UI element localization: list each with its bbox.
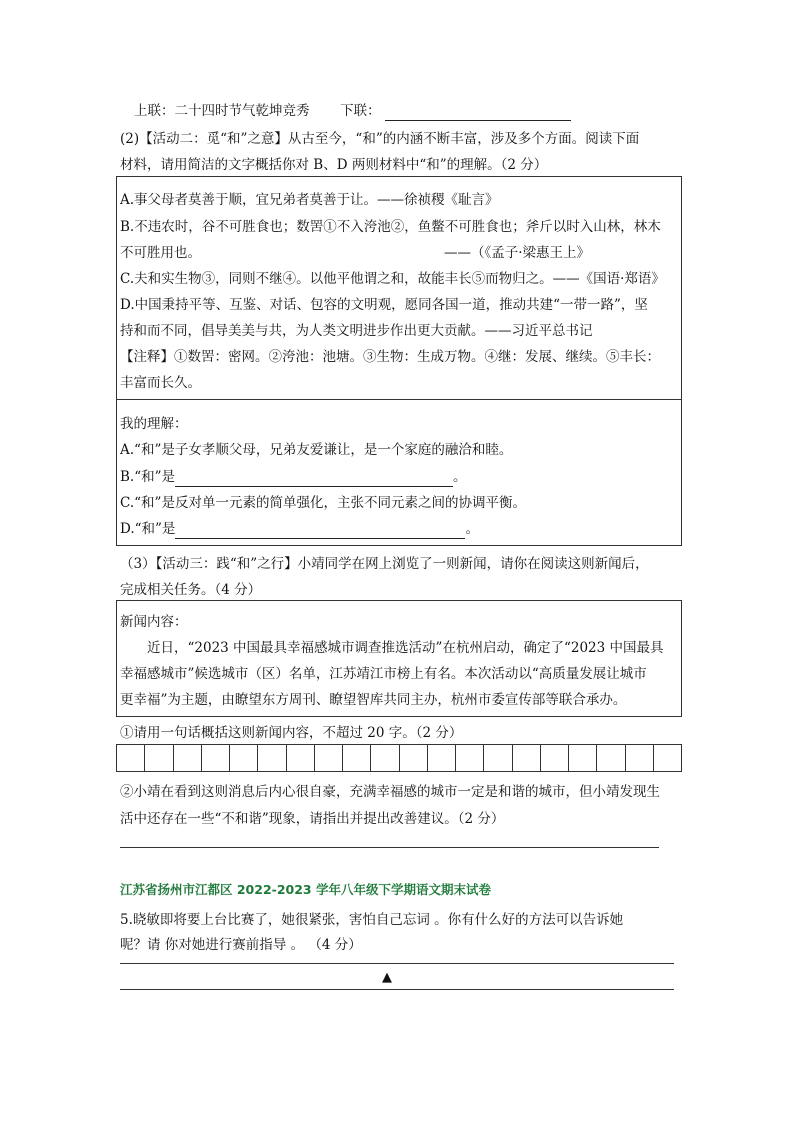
answer-grid — [116, 744, 682, 772]
answer-cell[interactable] — [513, 745, 541, 771]
answer-cell[interactable] — [371, 745, 399, 771]
material-c: C.夫和实生物③，同则不继④。以他平他谓之和，故能丰长⑤而物归之。——《国语·郑语》 — [120, 271, 665, 287]
news-para-line1: 近日，“2023 中国最具幸福感城市调查推选活动”在杭州启动，确定了“2023 中国最具 — [147, 640, 664, 656]
q5-answer-line-bottom[interactable] — [120, 989, 674, 990]
understanding-b — [120, 467, 467, 487]
answer-cell[interactable] — [258, 745, 286, 771]
answer-cell[interactable] — [569, 745, 597, 771]
answer-cell[interactable] — [456, 745, 484, 771]
material-b-line1: B.不违农时，谷不可胜食也；数罟①不入洿池②，鱼鳖不可胜食也；斧斤以时入山林，林木 — [120, 219, 661, 235]
notes-line1: 【注释】①数罟：密网。②洿池：池塘。③生物：生成万物。④继：发展、继续。⑤丰长： — [120, 349, 660, 365]
understanding-box — [116, 399, 682, 546]
answer-cell[interactable] — [541, 745, 569, 771]
material-a: A.事父母者莫善于顺，宜兄弟者莫善于让。——徐祯稷《耻言》 — [120, 192, 499, 208]
understanding-d-blank[interactable] — [175, 538, 465, 539]
couplet-line — [134, 101, 571, 121]
answer-mark-icon: ▲ — [382, 970, 392, 985]
answer-cell[interactable] — [174, 745, 202, 771]
activity2-line2: 材料，请用简洁的文字概括你对 B、D 两则材料中“和”的理解。（2 分） — [120, 157, 548, 173]
news-title: 新闻内容： — [120, 614, 188, 630]
news-box — [116, 600, 682, 717]
material-b-line2: 不可胜用也。 — [120, 245, 201, 261]
understanding-b-end: 。 — [453, 469, 467, 485]
answer-cell[interactable] — [117, 745, 145, 771]
news-para-line2: 幸福感城市”候选城市（区）名单，江苏靖江市榜上有名。本次活动以“高质量发展让城市 — [120, 666, 647, 682]
couplet-upper: 上联：二十四时节气乾坤竞秀 — [134, 103, 310, 119]
answer-cell[interactable] — [597, 745, 625, 771]
news-para-line3: 更幸福”为主题，由瞭望东方周刊、瞭望智库共同主办，杭州市委宣传部等联合承办。 — [120, 692, 627, 708]
answer-cell[interactable] — [484, 745, 512, 771]
understanding-d-prefix: D.“和”是 — [120, 521, 176, 537]
q5-line1: 5.晓敏即将要上台比赛了，她很紧张，害怕自己忘词 。你有什么好的方法可以告诉她 — [120, 912, 624, 928]
answer-cell[interactable] — [428, 745, 456, 771]
answer-cell[interactable] — [230, 745, 258, 771]
answer-cell[interactable] — [202, 745, 230, 771]
task2-line2: 活中还存在一些“不和谐”现象，请指出并提出改善建议。（2 分） — [120, 811, 505, 827]
understanding-a: A.“和”是子女孝顺父母，兄弟友爱谦让，是一个家庭的融洽和睦。 — [120, 442, 513, 458]
task1-text: ①请用一句话概括这则新闻内容，不超过 20 字。（2 分） — [120, 725, 463, 741]
material-d-line1: D.中国秉持平等、互鉴、对话、包容的文明观，愿同各国一道，推动共建“一带一路”，坚 — [120, 297, 648, 313]
source-title: 江苏省扬州市江都区 2022-2023 学年八年级下学期语文期末试卷 — [120, 882, 491, 897]
materials-box — [116, 176, 682, 400]
answer-cell[interactable] — [400, 745, 428, 771]
couplet-lower-label: 下联： — [340, 103, 381, 119]
understanding-b-prefix: B.“和”是 — [120, 469, 176, 485]
answer-cell[interactable] — [315, 745, 343, 771]
notes-line2: 丰富而长久。 — [120, 375, 201, 391]
q5-answer-line-top[interactable] — [120, 963, 674, 964]
activity3-line1: （3）【活动三：践“和”之行】小靖同学在网上浏览了一则新闻，请你在阅读这则新闻后， — [120, 556, 649, 572]
activity2-line1: (2)【活动二：觅“和”之意】从古至今，“和”的内涵不断丰富，涉及多个方面。阅读下面 — [120, 131, 640, 147]
task2-answer-line[interactable] — [120, 847, 659, 848]
answer-cell[interactable] — [626, 745, 654, 771]
understanding-title: 我的理解： — [120, 416, 188, 432]
q5-line2: 呢？请 你对她进行赛前指导 。 （4 分） — [120, 937, 362, 953]
answer-cell[interactable] — [145, 745, 173, 771]
understanding-d-end: 。 — [465, 521, 479, 537]
couplet-lower-blank[interactable] — [385, 120, 571, 121]
answer-cell[interactable] — [343, 745, 371, 771]
answer-cell[interactable] — [654, 745, 681, 771]
understanding-d — [120, 519, 479, 539]
material-d-line2: 持和而不同，倡导美美与共，为人类文明进步作出更大贡献。——习近平总书记 — [120, 323, 593, 339]
material-b-source: ——（《孟子·梁惠王上》 — [444, 245, 591, 261]
answer-cell[interactable] — [287, 745, 315, 771]
activity3-line2: 完成相关任务。（4 分） — [120, 582, 262, 598]
understanding-b-blank[interactable] — [175, 486, 453, 487]
understanding-c: C.“和”是反对单一元素的简单强化，主张不同元素之间的协调平衡。 — [120, 495, 526, 511]
task2-line1: ②小靖在看到这则消息后内心很自豪，充满幸福感的城市一定是和谐的城市，但小靖发现生 — [120, 784, 660, 800]
